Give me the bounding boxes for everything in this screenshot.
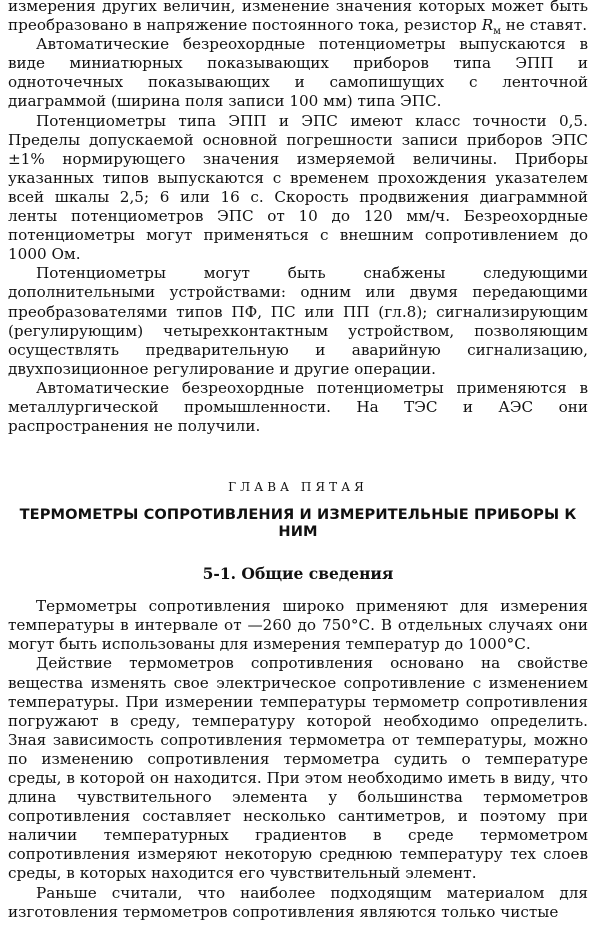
paragraph: Автоматические безреохордные потенциометры применяются в металлургической промышленности. На ТЭС и АЭС они распространения не получили. (8, 378, 588, 436)
paragraph-continued (8, 0, 588, 38)
paragraph: Раньше считали, что наиболее подходящим материалом для изготовления термометров сопротивления являются только чистые (8, 883, 588, 921)
paragraph: Действие термометров сопротивления основано на свойстве вещества изменять свое электрическое сопротивление с изменением температуры. При измерении температуры термометр сопротивления погружают в среду, температуру которой необходимо определить. Зная зависимость сопротивления термометра от температуры, можно по изменению сопротивления термометра судить о температуре среды, в которой он находится. При этом необходимо иметь в виду, что длина чувствительного элемента у большинства термометров сопротивления составляет несколько сантиметров, и поэтому при наличии температурных градиентов в среде термометром сопротивления измеряют некоторую среднюю температуру тех слоев среды, в которых находится его чувствительный элемент. (8, 654, 588, 883)
chapter-label: ГЛАВА ПЯТАЯ (228, 480, 368, 495)
paragraph-text-after: не ставят. (500, 16, 588, 35)
paragraph: Термометры сопротивления широко применяют для измерения температуры в интервале от —260 до 750°С. В отдельных случаях они могут быть использованы для измерения температур до 1000°С. (8, 597, 588, 654)
paragraph: Потенциометры могут быть снабжены следующими дополнительными устройствами: одним или двумя передающими преобразователями типов ПФ, ПС или ПП (гл.8); сигнализирующим (регулирующим) четырехконтактным устройством, позволяющим осуществлять предварительную и аварийную сигнализацию, двухпозиционное регулирование и другие операции. (8, 264, 588, 378)
section-title: 5-1. Общие сведения (202, 564, 394, 584)
resistor-subscript: м (493, 26, 501, 38)
paragraph-text-before: измерения других величин, изменение значения которых может быть преобразовано в напряжение постоянного тока, резистор (8, 0, 588, 35)
chapter-title: ТЕРМОМЕТРЫ СОПРОТИВЛЕНИЯ И ИЗМЕРИТЕЛЬНЫЕ ПРИБОРЫ К НИМ (19, 506, 577, 541)
paragraph: Автоматические безреохордные потенциометры выпускаются в виде миниатюрных показывающих приборов типа ЭПП и одноточечных показывающих и самопишущих с ленточной диаграммой (ширина поля записи 100 мм) типа ЭПС. (8, 35, 588, 111)
resistor-symbol: R (481, 16, 494, 35)
paragraph: Потенциометры типа ЭПП и ЭПС имеют класс точности 0,5. Пределы допускаемой основной погрешности записи приборов ЭПС ±1% нормирующего значения измеряемой величины. Приборы указанных типов выпускаются с временем прохождения указателем всей шкалы 2,5; 6 или 16 с. Скорость продвижения диаграммной ленты потенциометров ЭПС от 10 до 120 мм/ч. Безреохордные потенциометры могут применяться с внешним сопротивлением до 1000 Ом. (8, 111, 588, 264)
